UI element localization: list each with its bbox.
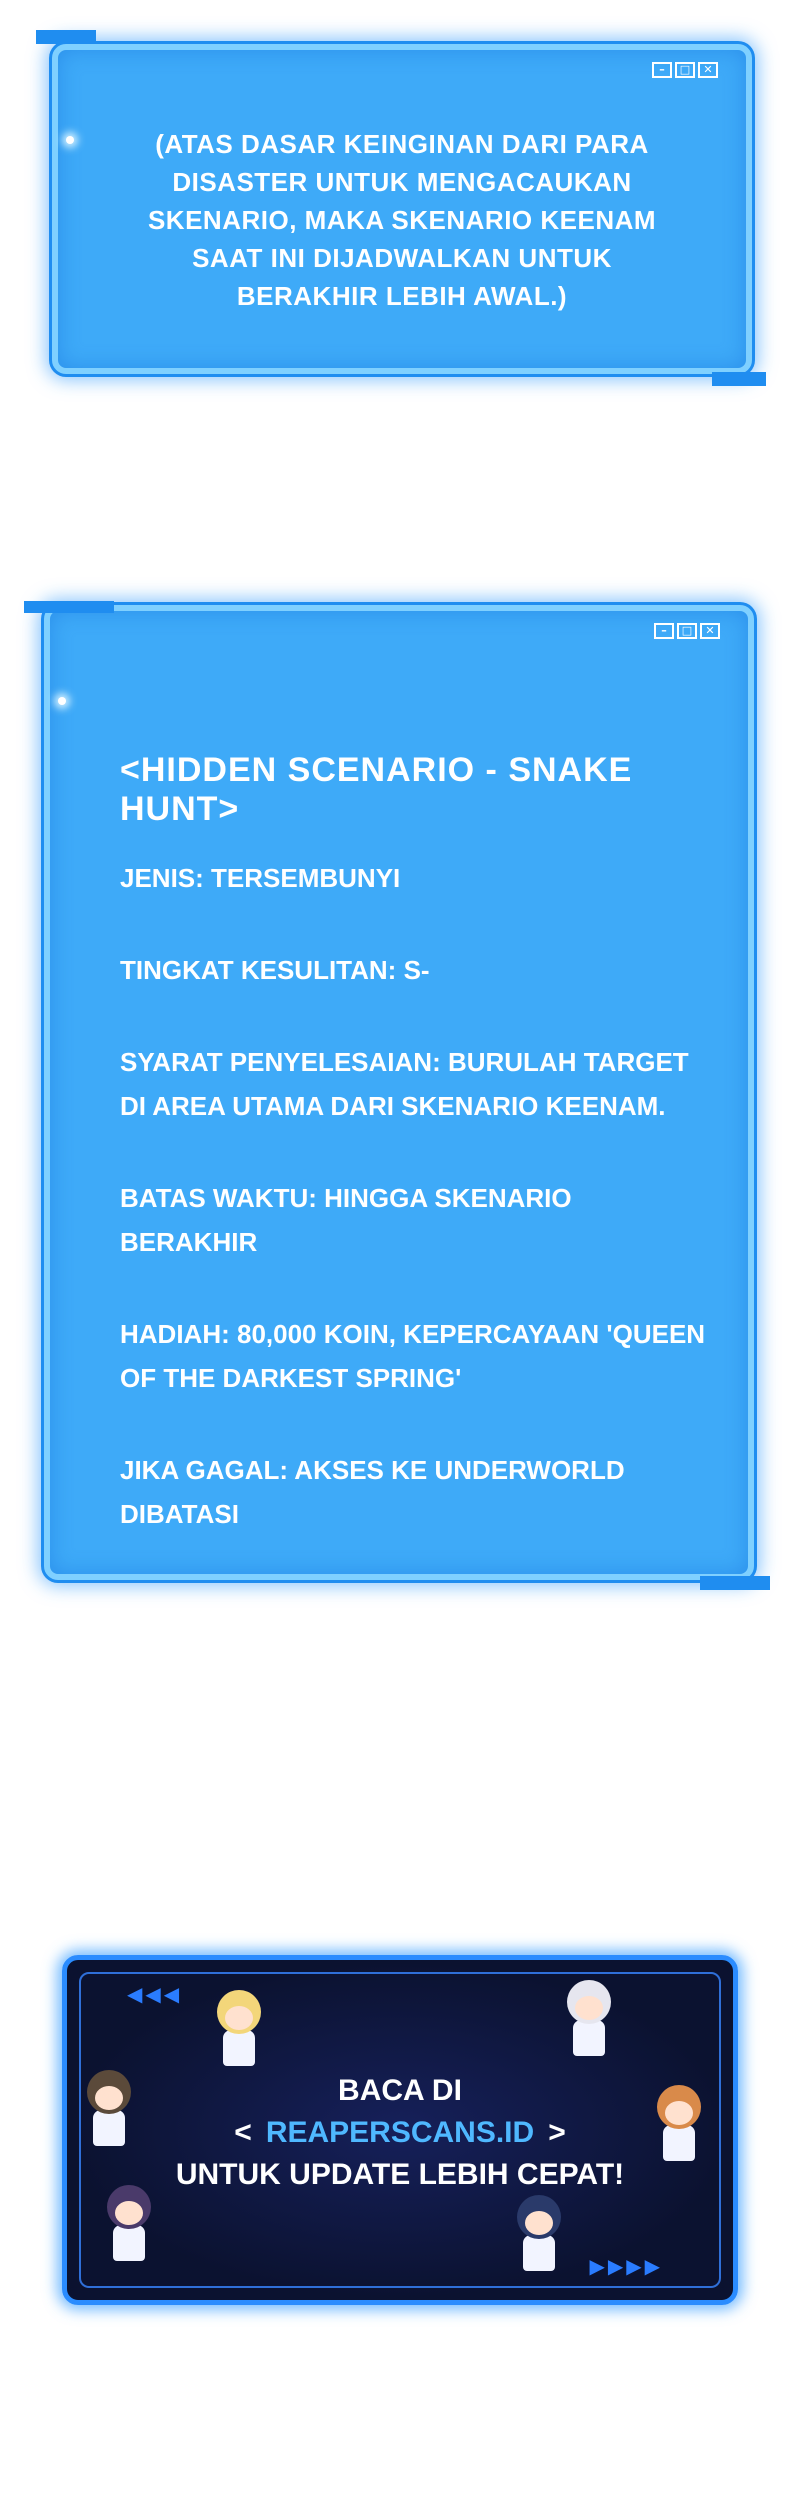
banner-read-at: BACA DI bbox=[338, 2074, 462, 2107]
panel-corner-decoration bbox=[700, 1576, 770, 1590]
chibi-character-image bbox=[507, 2195, 571, 2275]
minimize-icon: – bbox=[652, 62, 672, 78]
scenario-failure: JIKA GAGAL: AKSES KE UNDERWORLD DIBATASI bbox=[120, 1455, 625, 1529]
panel-corner-decoration bbox=[712, 372, 766, 386]
close-icon: ✕ bbox=[698, 62, 718, 78]
banner-tagline: UNTUK UPDATE LEBIH CEPAT! bbox=[175, 2158, 625, 2191]
scenario-reward: HADIAH: 80,000 KOIN, KEPERCAYAAN 'QUEEN OF THE DARKEST SPRING' bbox=[120, 1319, 706, 1393]
glow-dot bbox=[58, 697, 66, 705]
chevron-left-icon: < bbox=[234, 2116, 252, 2149]
maximize-icon: □ bbox=[675, 62, 695, 78]
scenario-details bbox=[120, 856, 708, 1584]
notice-text: (ATAS DASAR KEINGINAN DARI PARA DISASTER UNTUK MENGACAUKAN SKENARIO, MAKA SKENARIO KEENAM SAAT INI DIJADWALKAN UNTUK BERAKHIR LEBIH AWAL.) bbox=[147, 129, 657, 311]
panel-corner-decoration bbox=[36, 30, 96, 44]
arrow-right-icon: ▶▶▶▶ bbox=[589, 2254, 663, 2278]
banner-site-row bbox=[67, 2112, 733, 2154]
close-icon: ✕ bbox=[700, 623, 720, 639]
chibi-character-image bbox=[97, 2185, 161, 2265]
maximize-icon: □ bbox=[677, 623, 697, 639]
banner-text bbox=[67, 2070, 733, 2196]
arrow-left-icon: ◀◀◀ bbox=[127, 1982, 183, 2006]
panel-corner-decoration bbox=[24, 601, 114, 613]
chibi-character-image bbox=[557, 1980, 621, 2060]
promo-banner[interactable] bbox=[62, 1955, 738, 2305]
chibi-character-image bbox=[207, 1990, 271, 2070]
glow-dot bbox=[66, 136, 74, 144]
scenario-title: <HIDDEN SCENARIO - SNAKE HUNT> bbox=[120, 751, 633, 828]
window-controls bbox=[652, 62, 718, 78]
scenario-type: JENIS: TERSEMBUNYI bbox=[120, 863, 401, 893]
window-controls bbox=[654, 623, 720, 639]
notice-panel-1 bbox=[52, 44, 752, 374]
hidden-scenario-panel bbox=[44, 605, 754, 1580]
minimize-icon: – bbox=[654, 623, 674, 639]
site-link[interactable]: REAPERSCANS.ID bbox=[265, 2116, 535, 2149]
scenario-completion-condition: SYARAT PENYELESAIAN: BURULAH TARGET DI AREA UTAMA DARI SKENARIO KEENAM. bbox=[120, 1047, 689, 1121]
scenario-difficulty: TINGKAT KESULITAN: S- bbox=[120, 955, 430, 985]
scenario-time-limit: BATAS WAKTU: HINGGA SKENARIO BERAKHIR bbox=[120, 1183, 572, 1257]
chevron-right-icon: > bbox=[548, 2116, 566, 2149]
